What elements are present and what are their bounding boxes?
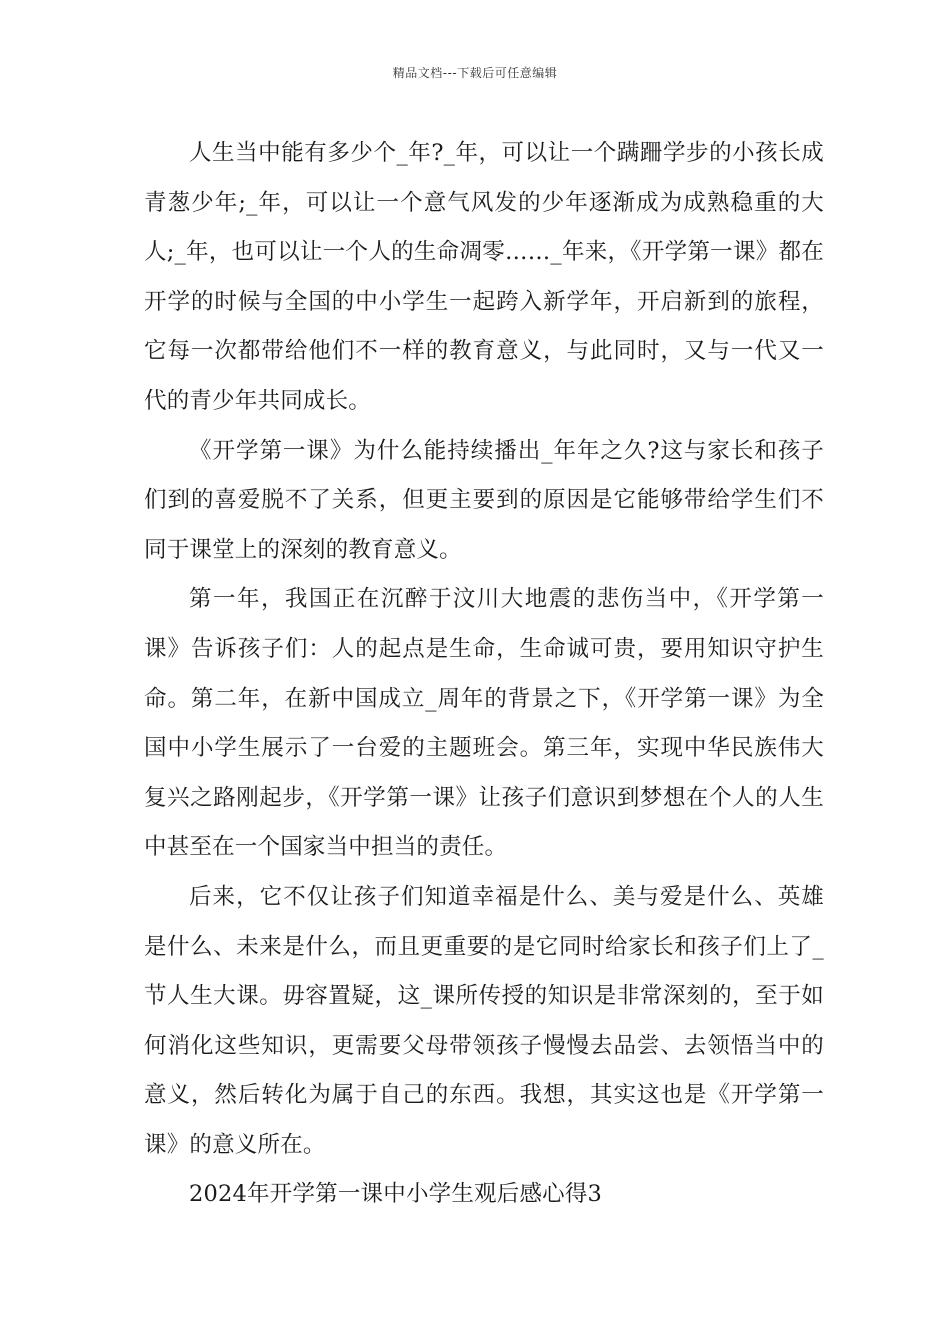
- paragraph-3: 第一年，我国正在沉醉于汶川大地震的悲伤当中，《开学第一课》告诉孩子们：人的起点是生命，生命诚可贵，要用知识守护生命。第二年，在新中国成立_周年的背景之下，《开学第一课》为全国中小学生展示了一台爱的主题班会。第三年，实现中华民族伟大复兴之路刚起步，《开学第一课》让孩子们意识到梦想在个人的人生中甚至在一个国家当中担当的责任。: [144, 586, 824, 861]
- page-header: 精品文档---下载后可任意编辑: [392, 66, 558, 80]
- paragraph-4: 后来，它不仅让孩子们知道幸福是什么、美与爱是什么、英雄是什么、未来是什么，而且更重要的是它同时给家长和孩子们上了_节人生大课。毋容置疑，这_课所传授的知识是非常深刻的，至于如何消化这些知识，更需要父母带领孩子慢慢去品尝、去领悟当中的意义，然后转化为属于自己的东西。我想，其实这也是《开学第一课》的意义所在。: [144, 883, 824, 1158]
- section-heading: 2024年开学第一课中小学生观后感心得3: [189, 1181, 603, 1208]
- paragraph-2: 《开学第一课》为什么能持续播出_年年之久?这与家长和孩子们到的喜爱脱不了关系，但更主要到的原因是它能够带给学生们不同于课堂上的深刻的教育意义。: [144, 437, 824, 563]
- document-body: [144, 129, 824, 1220]
- paragraph-1: 人生当中能有多少个_年?_年，可以让一个蹒跚学步的小孩长成青葱少年;_年，可以让一个意气风发的少年逐渐成为成熟稳重的大人;_年，也可以让一个人的生命凋零……_年来，《开学第一课》都在开学的时候与全国的中小学生一起跨入新学年，开启新到的旅程，它每一次都带给他们不一样的教育意义，与此同时，又与一代又一代的青少年共同成长。: [144, 140, 824, 414]
